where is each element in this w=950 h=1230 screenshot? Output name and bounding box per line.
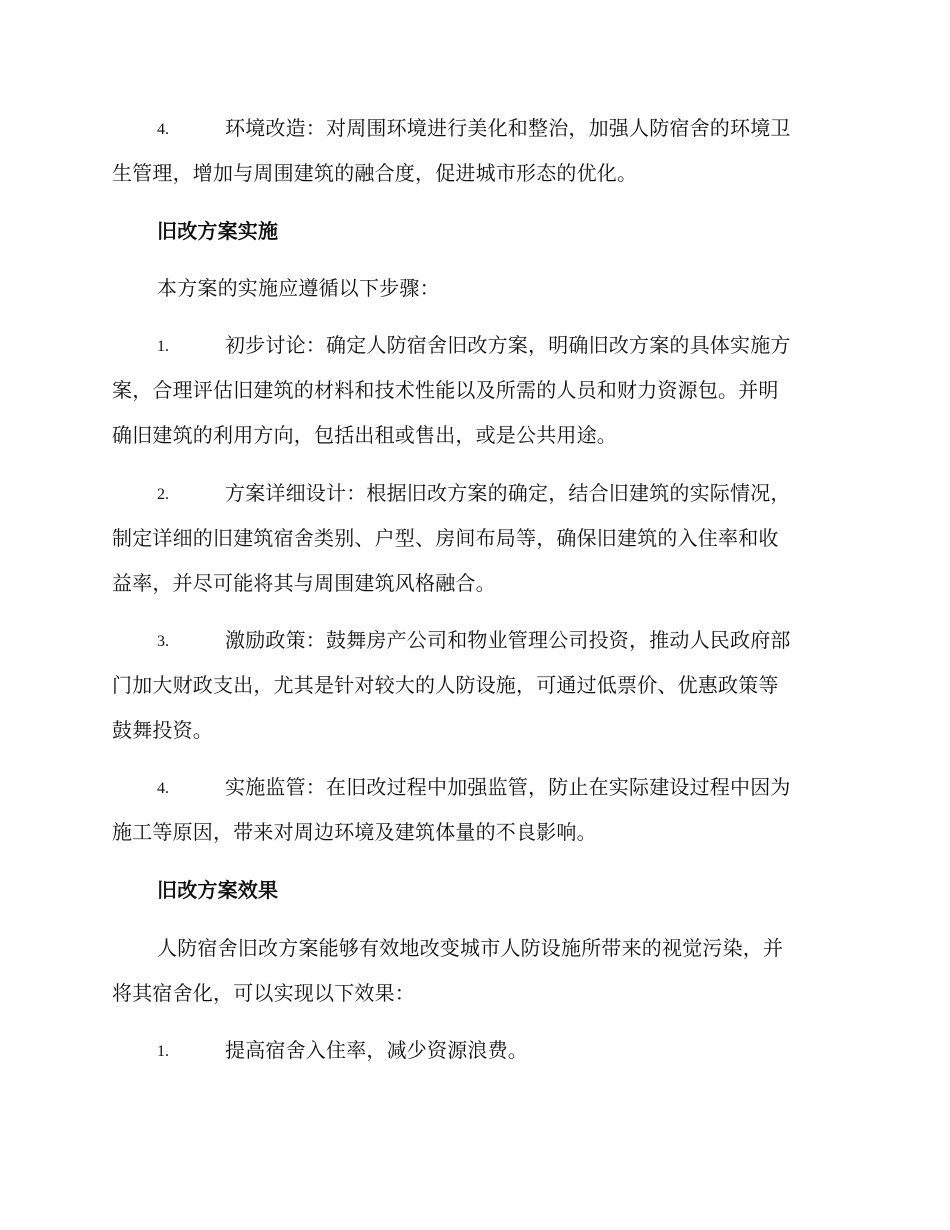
list-number: 2. (157, 486, 169, 503)
list-item-line: 方案详细设计：根据旧改方案的确定，结合旧建筑的实际情况， (225, 481, 791, 505)
list-item-line: 案，合理评估旧建筑的材料和技术性能以及所需的人员和财力资源包。并明 (112, 378, 779, 402)
list-item-line: 制定详细的旧建筑宿舍类别、户型、房间布局等，确保旧建筑的入住率和收 (112, 526, 779, 550)
list-item-line: 初步讨论：确定人防宿舍旧改方案，明确旧改方案的具体实施方 (225, 333, 791, 357)
list-number: 1. (157, 1043, 169, 1060)
list-item-line: 施工等原因，带来对周边环境及建筑体量的不良影响。 (112, 820, 597, 844)
section-heading: 旧改方案实施 (157, 219, 279, 243)
list-item-line: 激励政策：鼓舞房产公司和物业管理公司投资，推动人民政府部 (225, 628, 791, 652)
list-item-line: 鼓舞投资。 (112, 718, 213, 742)
list-number: 4. (157, 780, 169, 797)
list-item-line: 生管理，增加与周围建筑的融合度，促进城市形态的优化。 (112, 161, 638, 185)
list-number: 1. (157, 338, 169, 355)
list-item-line: 提高宿舍入住率，减少资源浪费。 (225, 1038, 528, 1062)
list-item-line: 环境改造：对周围环境进行美化和整治，加强人防宿舍的环境卫 (225, 116, 791, 140)
section-heading: 旧改方案效果 (157, 878, 279, 902)
list-item-line: 益率，并尽可能将其与周围建筑风格融合。 (112, 571, 496, 595)
paragraph: 本方案的实施应遵循以下步骤： (157, 276, 440, 300)
paragraph-line: 将其宿舍化，可以实现以下效果： (112, 981, 415, 1005)
list-item-line: 门加大财政支出，尤其是针对较大的人防设施，可通过低票价、优惠政策等 (112, 673, 779, 697)
paragraph-line: 人防宿舍旧改方案能够有效地改变城市人防设施所带来的视觉污染，并 (157, 936, 784, 960)
list-number: 4. (157, 121, 169, 138)
list-item-line: 实施监管：在旧改过程中加强监管，防止在实际建设过程中因为 (225, 775, 791, 799)
list-number: 3. (157, 633, 169, 650)
list-item-line: 确旧建筑的利用方向，包括出租或售出，或是公共用途。 (112, 423, 617, 447)
